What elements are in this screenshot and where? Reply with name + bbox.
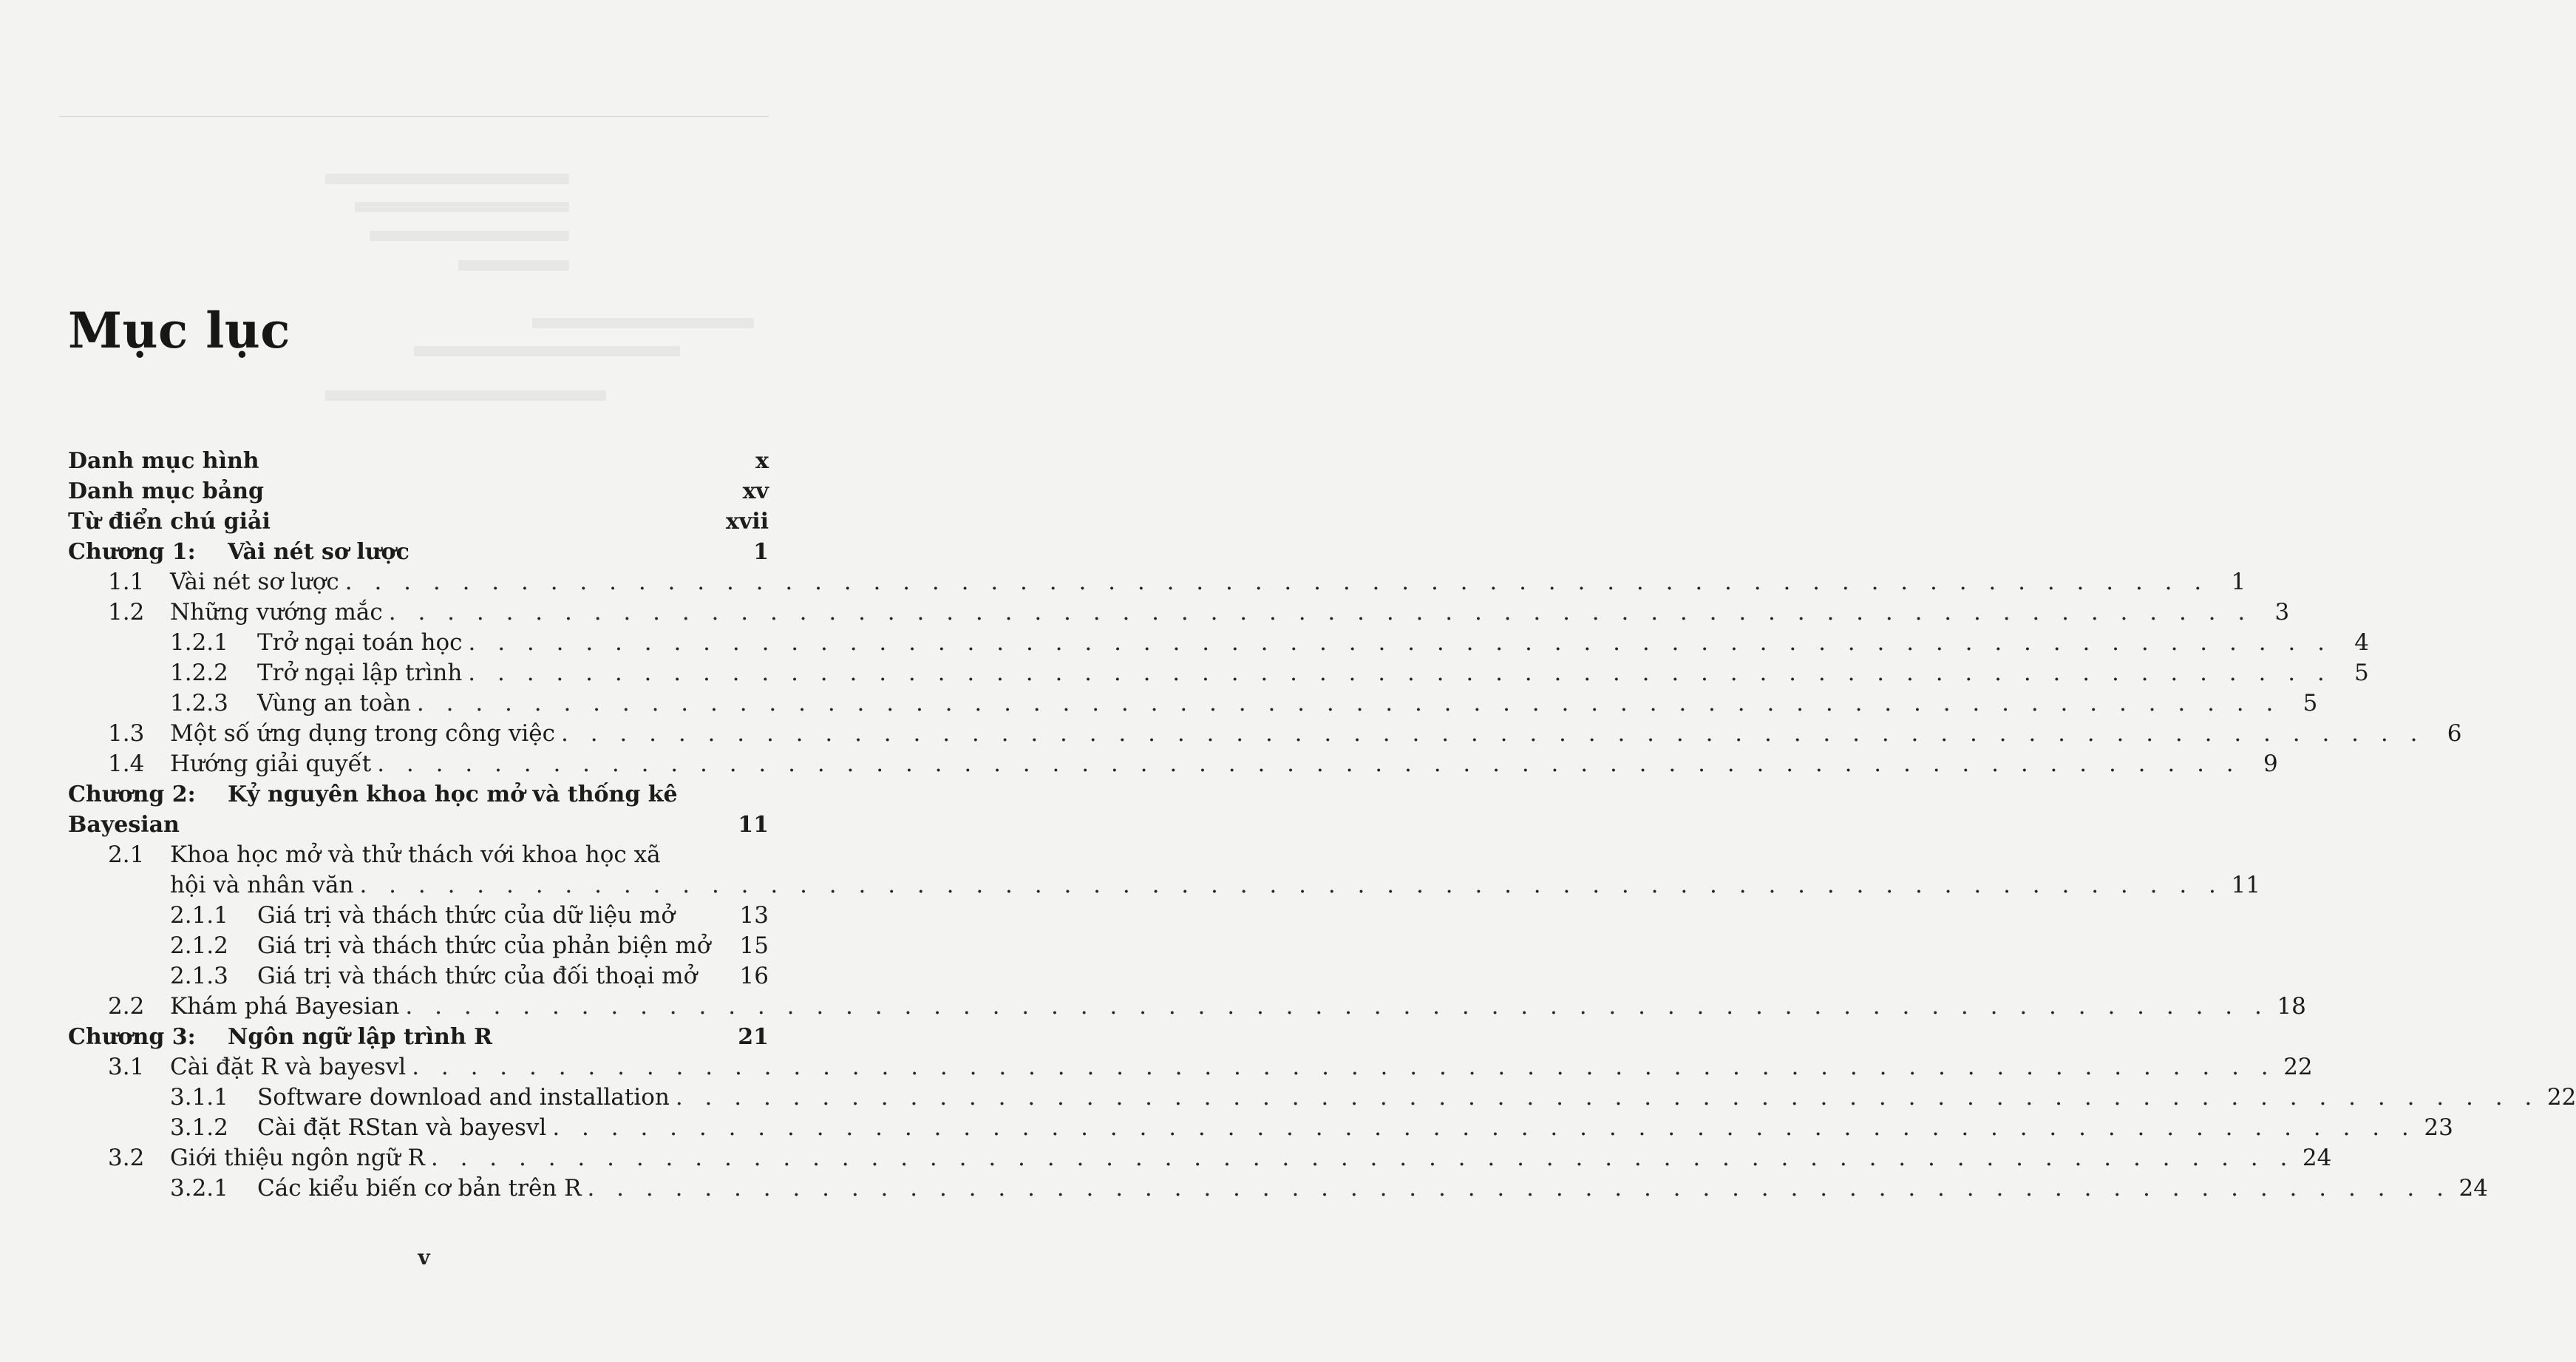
dot-leader <box>546 1113 2416 1143</box>
toc-entry-glossary[interactable] <box>68 506 769 537</box>
toc-entry-page: 21 <box>738 1024 769 1050</box>
chapter-number: Chương 3: <box>68 1024 196 1050</box>
toc-chapter-2[interactable] <box>68 779 769 810</box>
chapter-number: Chương 1: <box>68 539 196 565</box>
dot-leader <box>425 1143 2294 1173</box>
toc-section[interactable] <box>68 840 769 870</box>
toc-section[interactable] <box>68 992 2306 1022</box>
section-number: 3.1 <box>108 1054 145 1080</box>
subsection-title: Trở ngại lập trình <box>257 660 463 686</box>
section-number: 1.1 <box>108 569 145 595</box>
faint-line <box>325 174 569 184</box>
section-title: Giới thiệu ngôn ngữ R <box>170 1145 425 1171</box>
toc-entry-page: 1 <box>2231 569 2246 595</box>
dot-leader <box>462 658 2331 688</box>
toc-subsection[interactable] <box>68 688 2318 719</box>
toc-section[interactable] <box>68 719 2462 749</box>
subsection-number: 3.2.1 <box>170 1175 228 1202</box>
dot-leader <box>406 1052 2275 1083</box>
toc-subsection[interactable] <box>68 961 769 992</box>
toc-subsection[interactable] <box>68 1113 2453 1143</box>
toc-entry-page: 16 <box>739 963 769 989</box>
toc-entry-page: xv <box>742 478 769 504</box>
subsection-title: Giá trị và thách thức của dữ liệu mở <box>257 902 675 929</box>
section-title: Khám phá Bayesian <box>170 993 400 1020</box>
toc-section[interactable] <box>68 597 2290 628</box>
toc-entry-page: 11 <box>738 812 769 838</box>
toc-chapter-3[interactable] <box>68 1022 769 1052</box>
dot-leader <box>463 628 2332 658</box>
subsection-number: 1.2.2 <box>170 660 228 686</box>
section-number: 1.3 <box>108 720 145 747</box>
toc-subsection[interactable] <box>68 1083 2576 1113</box>
dot-leader <box>581 1173 2450 1204</box>
toc-entry-label: Danh mục bảng <box>68 478 264 504</box>
chapter-title: Vài nét sơ lược <box>228 539 409 565</box>
subsection-number: 2.1.3 <box>170 963 228 989</box>
dot-leader <box>555 719 2424 749</box>
toc-subsection[interactable] <box>68 901 769 931</box>
toc-entry-page: 11 <box>2231 872 2260 898</box>
toc-entry-page: 15 <box>739 932 769 959</box>
section-title: Những vướng mắc <box>170 599 383 626</box>
faint-running-header-rule <box>59 92 769 117</box>
section-number: 1.4 <box>108 751 145 777</box>
chapter-number: Chương 2: <box>68 782 196 807</box>
dot-leader <box>399 992 2269 1022</box>
toc-entry-page: 4 <box>2354 629 2369 656</box>
section-title: Vài nét sơ lược <box>170 569 339 595</box>
table-of-contents <box>68 446 2576 1204</box>
subsection-title: Giá trị và thách thức của đối thoại mở <box>257 963 698 989</box>
faint-line <box>532 318 754 328</box>
toc-section[interactable] <box>68 1052 2313 1083</box>
toc-entry-list-of-tables[interactable] <box>68 476 769 506</box>
toc-entry-page: 13 <box>739 902 769 929</box>
section-number: 3.2 <box>108 1145 145 1171</box>
toc-entry-page: 23 <box>2424 1114 2453 1141</box>
chapter-title: Ngôn ngữ lập trình R <box>228 1024 493 1050</box>
toc-entry-page: 5 <box>2354 660 2369 686</box>
toc-entry-label: Danh mục hình <box>68 448 259 474</box>
toc-section[interactable] <box>68 567 2246 597</box>
toc-entry-page: 24 <box>2458 1175 2488 1202</box>
faint-line <box>370 231 569 241</box>
subsection-title: Giá trị và thách thức của phản biện mở <box>257 932 711 959</box>
toc-entry-page: 18 <box>2277 993 2306 1020</box>
section-number: 2.2 <box>108 993 145 1020</box>
toc-section[interactable] <box>68 749 2278 779</box>
section-number: 2.1 <box>108 841 145 868</box>
subsection-number: 1.2.3 <box>170 690 228 716</box>
toc-section[interactable] <box>68 1143 2332 1173</box>
toc-subsection[interactable] <box>68 931 769 961</box>
section-title-line-2: hội và nhân văn <box>170 872 354 898</box>
subsection-number: 2.1.2 <box>170 932 228 959</box>
toc-entry-label: Từ điển chú giải <box>68 509 271 535</box>
page-title: Mục lục <box>68 302 290 359</box>
toc-entry-page: x <box>755 448 769 474</box>
toc-entry-list-of-figures[interactable] <box>68 446 769 476</box>
dot-leader <box>411 688 2280 719</box>
dot-leader <box>371 749 2240 779</box>
subsection-number: 3.1.1 <box>170 1084 228 1111</box>
section-title-line-1: Khoa học mở và thử thách với khoa học xã <box>170 841 661 868</box>
dot-leader <box>353 870 2223 901</box>
subsection-title: Vùng an toàn <box>257 690 411 716</box>
section-title: Cài đặt R và bayesvl <box>170 1054 407 1080</box>
toc-entry-page: 3 <box>2274 599 2290 626</box>
section-title: Một số ứng dụng trong công việc <box>170 720 555 747</box>
chapter-title-line-2: Bayesian <box>68 812 180 838</box>
section-title: Hướng giải quyết <box>170 751 372 777</box>
toc-entry-page: xvii <box>725 509 769 535</box>
toc-subsection[interactable] <box>68 658 2369 688</box>
subsection-number: 1.2.1 <box>170 629 228 656</box>
chapter-title-line-1: Kỷ nguyên khoa học mở và thống kê <box>228 782 678 807</box>
toc-entry-page: 22 <box>2283 1054 2313 1080</box>
dot-leader <box>383 597 2252 628</box>
toc-subsection[interactable] <box>68 628 2369 658</box>
subsection-title: Software download and installation <box>257 1084 670 1111</box>
toc-entry-page: 5 <box>2303 690 2318 716</box>
toc-section-continued[interactable] <box>68 870 2260 901</box>
subsection-number: 2.1.1 <box>170 902 228 929</box>
toc-entry-page: 9 <box>2263 751 2278 777</box>
subsection-title: Cài đặt RStan và bayesvl <box>257 1114 547 1141</box>
faint-line <box>355 202 569 212</box>
dot-leader <box>670 1083 2539 1113</box>
toc-entry-page: 1 <box>753 539 769 565</box>
toc-chapter-2-continued[interactable] <box>68 810 769 840</box>
subsection-number: 3.1.2 <box>170 1114 228 1141</box>
subsection-title: Các kiểu biến cơ bản trên R <box>257 1175 582 1202</box>
faint-line <box>325 390 606 401</box>
subsection-title: Trở ngại toán học <box>257 629 463 656</box>
faint-line <box>458 260 569 271</box>
toc-chapter-1[interactable] <box>68 537 769 567</box>
toc-entry-page: 22 <box>2546 1084 2576 1111</box>
toc-entry-page: 6 <box>2447 720 2462 747</box>
section-number: 1.2 <box>108 599 145 626</box>
faint-line <box>414 346 680 356</box>
toc-subsection[interactable] <box>68 1173 2488 1204</box>
page-number-footer: v <box>418 1245 430 1270</box>
toc-entry-page: 24 <box>2302 1145 2332 1171</box>
dot-leader <box>339 567 2209 597</box>
